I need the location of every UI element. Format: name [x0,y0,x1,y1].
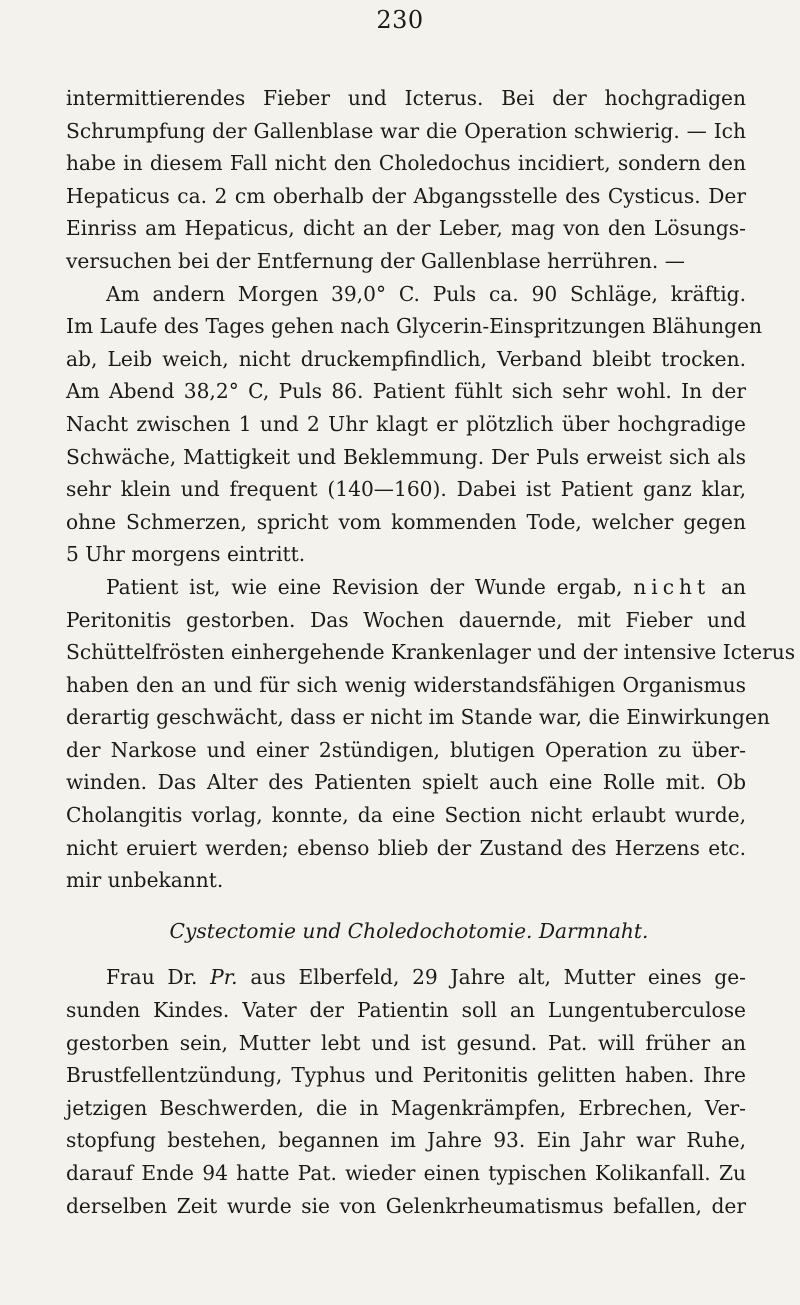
paragraph-2 [66,278,763,571]
text-line: mir unbekannt. [66,868,224,893]
text-line [66,571,746,604]
emphasis-spaced-word: nicht [633,574,711,599]
italic-name: Pr. [210,965,238,990]
text-line: Am andern Morgen 39,0° C. Puls ca. 90 Schläge, kräftig. [106,281,746,306]
section-spacer [66,947,746,961]
text-line: nicht eruiert werden; ebenso blieb der Zustand des Herzens etc. [66,835,746,860]
page-number: 230 [376,6,424,34]
text-fragment: an [720,574,746,599]
text-line: winden. Das Alter des Patienten spielt auch eine Rolle mit. Ob [66,770,746,795]
text-line: 5 Uhr morgens eintritt. [66,542,306,567]
text-line: Einriss am Hepaticus, dicht an der Leber, mag von den Lösungs- [66,216,746,241]
text-line: Nacht zwischen 1 und 2 Uhr klagt er plötzlich über hochgradige [66,411,746,436]
paragraph-4 [66,961,746,1222]
text-line: Brustfellentzündung, Typhus und Peritonitis gelitten haben. Ihre [66,1063,746,1088]
text-line: Schrumpfung der Gallenblase war die Operation schwierig. — Ich [66,118,746,143]
text-line: stopfung bestehen, begannen im Jahre 93. Ein Jahr war Ruhe, [66,1128,746,1153]
text-fragment: Patient ist, wie eine Revision der Wunde ergab, [106,574,623,599]
text-line: darauf Ende 94 hatte Pat. wieder einen typischen Kolikanfall. Zu [66,1161,746,1185]
text-line: Peritonitis gestorben. Das Wochen dauernde, mit Fieber und [66,607,746,632]
text-line: derartig geschwächt, dass er nicht im Stande war, die Einwirkungen [66,705,770,730]
text-line: derselben Zeit wurde sie von Gelenkrheumatismus befallen, der [66,1193,746,1218]
text-line: haben den an und für sich wenig widerstandsfähigen Organismus [66,672,746,697]
text-line [66,961,746,994]
text-line: Schwäche, Mattigkeit und Beklemmung. Der Puls erweist sich als [66,444,746,469]
text-line: Hepaticus ca. 2 cm oberhalb der Abgangsstelle des Cysticus. Der [66,183,746,208]
body-text [66,82,796,1222]
text-line: Im Laufe des Tages gehen nach Glycerin-Einspritzungen Blähungen [66,314,763,339]
text-line: Cholangitis vorlag, konnte, da eine Section nicht erlaubt wurde, [66,803,746,828]
section-heading: Cystectomie und Choledochotomie. Darmnaht. [169,918,649,943]
text-line: ohne Schmerzen, spricht vom kommenden Tode, welcher gegen [66,509,746,534]
text-line: jetzigen Beschwerden, die in Magenkrämpfen, Erbrechen, Ver- [66,1095,746,1120]
text-line: der Narkose und einer 2stündigen, blutigen Operation zu über- [66,737,746,762]
text-line: versuchen bei der Entfernung der Gallenblase herrühren. — [66,248,685,273]
text-line: Schüttelfrösten einhergehende Krankenlager und der intensive Icterus [66,640,796,665]
text-line: intermittierendes Fieber und Icterus. Bei der hochgradigen [66,86,746,110]
text-line: sunden Kindes. Vater der Patientin soll an Lungentuberculose [66,998,746,1023]
text-line: gestorben sein, Mutter lebt und ist gesund. Pat. will früher an [66,1030,746,1055]
text-line: sehr klein und frequent (140—160). Dabei ist Patient ganz klar, [66,477,746,502]
text-line: ab, Leib weich, nicht druckempfindlich, Verband bleibt trocken. [66,346,746,371]
section-spacer [66,897,746,915]
text-fragment: aus Elberfeld, 29 Jahre alt, Mutter eines ge- [250,965,746,990]
paragraph-1 [66,82,746,278]
text-fragment: Frau Dr. [106,965,198,990]
text-line: Am Abend 38,2° C, Puls 86. Patient fühlt sich sehr wohl. In der [66,379,746,404]
paragraph-3 [66,571,796,897]
text-line: habe in diesem Fall nicht den Choledochus incidiert, sondern den [66,151,746,176]
